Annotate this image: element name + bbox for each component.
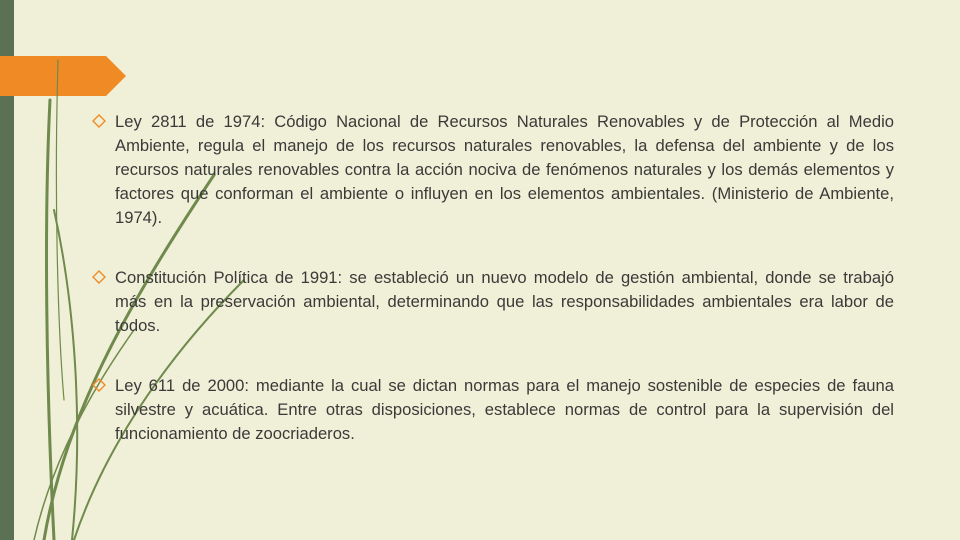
bullet-item-ley-611 bbox=[92, 374, 894, 446]
bullet-item-constitucion-1991 bbox=[92, 266, 894, 338]
bullet-text: Constitución Política de 1991: se estableció un nuevo modelo de gestión ambiental, donde se trabajó más en la preservación ambiental, determinando que las responsabilidades ambientales era labor de todos. bbox=[115, 268, 894, 335]
bullet-item-ley-2811 bbox=[92, 110, 894, 230]
bullet-text: Ley 2811 de 1974: Código Nacional de Recursos Naturales Renovables y de Protección al Medio Ambiente, regula el manejo de los recursos naturales renovables, la defensa del ambiente y de los recursos naturales renovables contra la acción nociva de fenómenos naturales y los demás elementos y factores que conforman el ambiente o influyen en los elementos ambientales. (Ministerio de Ambiente, 1974). bbox=[115, 112, 894, 227]
diamond-outline-icon bbox=[92, 114, 106, 128]
diamond-outline-icon bbox=[92, 378, 106, 392]
diamond-outline-icon bbox=[92, 270, 106, 284]
bullet-text: Ley 611 de 2000: mediante la cual se dictan normas para el manejo sostenible de especies de fauna silvestre y acuática. Entre otras disposiciones, establece normas de control para la supervisión del funcionamiento de zoocriaderos. bbox=[115, 376, 894, 443]
bullet-list bbox=[92, 110, 894, 446]
